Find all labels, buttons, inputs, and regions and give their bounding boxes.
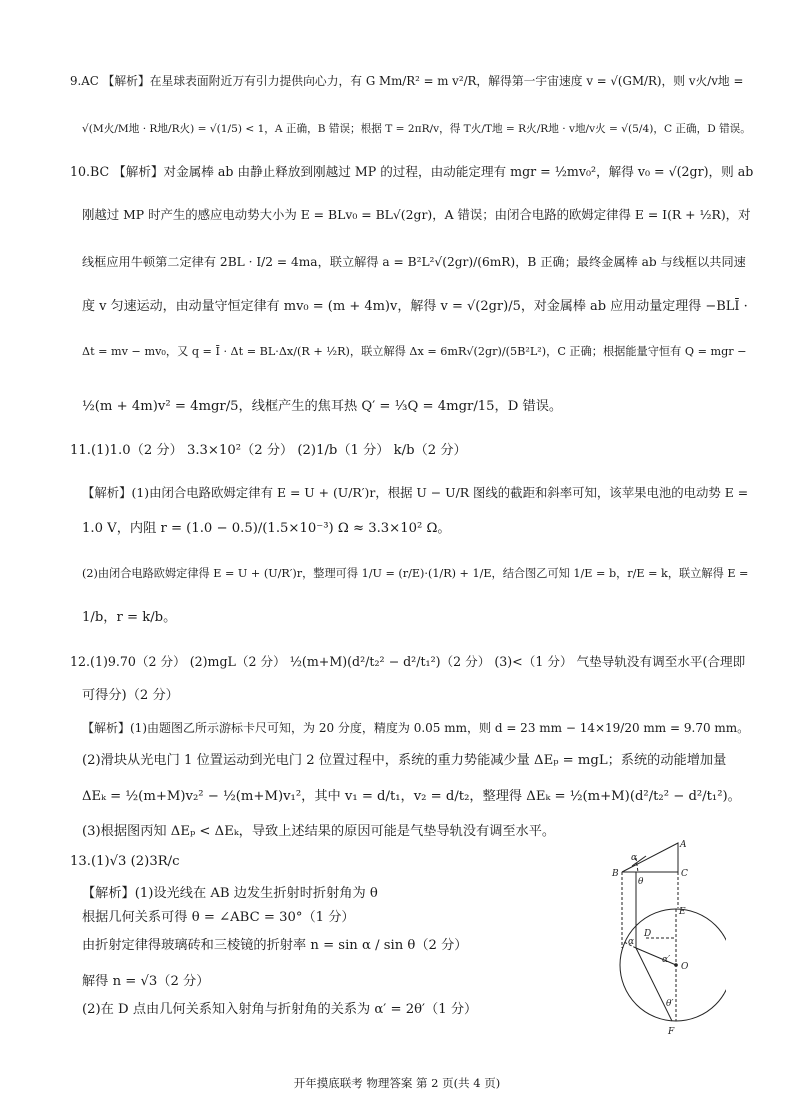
center-point [674,963,678,967]
q13-line-4: 解得 n = √3（2 分） [82,974,210,989]
page-footer: 开年摸底联考 物理答案 第 2 页(共 4 页) [293,1076,501,1090]
q9-line-2: √(M火/M地 · R地/R火) = √(1/5) < 1，A 正确，B 错误；根据 T = 2πR/v，得 T火/T地 = R火/R地 · v地/v火 = √(5/4)，C 正确，D 错误。 [82,123,751,135]
q9-line-1: 9.AC 【解析】在星球表面附近万有引力提供向心力，有 G Mm/R² = m v²/R，解得第一宇宙速度 v = √(GM/R)，则 v火/v地 = [70,74,744,88]
q13-answer: 13.(1)√3 (2)3R/c [70,854,180,869]
q13-line-1: 【解析】(1)设光线在 AB 边发生折射时折射角为 θ [82,886,378,901]
q13-line-5: (2)在 D 点由几何关系知入射角与折射角的关系为 α′ = 2θ′（1 分） [82,1002,478,1017]
q11-answer: 11.(1)1.0（2 分） 3.3×10²（2 分） (2)1/b（1 分） k/b（2 分） [70,443,467,458]
label-d: D [644,929,652,939]
q12-answer: 12.(1)9.70（2 分） (2)mgL（2 分） ½(m+M)(d²/t₂² − d²/t₁²)（2 分） (3)<（1 分） 气垫导轨没有调至水平(合理即 [70,654,746,669]
q10-line-1: 10.BC 【解析】对金属棒 ab 由静止释放到刚越过 MP 的过程，由动能定理有 mgr = ½mv₀²，解得 v₀ = √(2gr)，则 ab [70,164,754,179]
q11-line-3: (2)由闭合电路欧姆定律得 E = U + (U/R′)r，整理可得 1/U = (r/E)·(1/R) + 1/E，结合图乙可知 1/E = b，r/E = k，联立解得 E = [82,567,749,580]
q12-line-1: 【解析】(1)由题图乙所示游标卡尺可知，为 20 分度，精度为 0.05 mm，则 d = 23 mm − 14×19/20 mm = 9.70 mm。 [82,721,750,735]
label-c: C [681,869,688,879]
q12-line-4: (3)根据图丙知 ΔEₚ < ΔEₖ，导致上述结果的原因可能是气垫导轨没有调至水平。 [82,824,556,839]
label-theta: θ [638,877,644,887]
q13-line-2: 根据几何关系可得 θ = ∠ABC = 30°（1 分） [82,910,355,925]
q10-line-5: Δt = mv − mv₀，又 q = Ī · Δt = BL·Δx/(R + ½R)，联立解得 Δx = 6mR√(2gr)/(5B²L²)，C 正确；根据能量守恒有 Q = mgr − [82,345,747,358]
label-alpha-lower: α [628,937,635,947]
optics-figure [606,838,726,1040]
label-e: E [679,907,686,917]
q10-line-6: ½(m + 4m)v² = 4mgr/5，线框产生的焦耳热 Q′ = ⅓Q = 4mgr/15，D 错误。 [82,399,563,414]
label-alpha-top: α [631,853,638,863]
q11-line-2: 1.0 V，内阻 r = (1.0 − 0.5)/(1.5×10⁻³) Ω ≈ 3.3×10² Ω。 [82,521,451,536]
q12-answer-cont: 可得分)（2 分） [82,688,179,703]
label-f: F [668,1027,675,1037]
q10-line-3: 线框应用牛顿第二定律有 2BL · I/2 = 4ma，联立解得 a = B²L²√(2gr)/(6mR)，B 正确；最终金属棒 ab 与线框以共同速 [82,255,746,269]
label-theta-prime: θ′ [666,999,674,1009]
q10-line-2: 刚越过 MP 时产生的感应电动势大小为 E = BLv₀ = BL√(2gr)，A 错误；由闭合电路的欧姆定律得 E = I(R + ½R)，对 [82,207,751,222]
label-o: O [681,962,689,972]
q13-line-3: 由折射定律得玻璃砖和三棱镜的折射率 n = sin α / sin θ（2 分） [82,938,468,953]
label-alpha-prime: α′ [662,955,671,965]
q11-line-4: 1/b，r = k/b。 [82,610,177,625]
label-a: A [680,840,687,850]
q12-line-3: ΔEₖ = ½(m+M)v₂² − ½(m+M)v₁²，其中 v₁ = d/t₁，v₂ = d/t₂，整理得 ΔEₖ = ½(m+M)(d²/t₂² − d²/t₁²)。 [82,789,741,804]
q11-line-1: 【解析】(1)由闭合电路欧姆定律有 E = U + (U/R′)r，根据 U − U/R 图线的截距和斜率可知，该苹果电池的电动势 E = [82,485,749,500]
label-b: B [612,869,619,879]
q10-line-4: 度 v 匀速运动，由动量守恒定律有 mv₀ = (m + 4m)v，解得 v = √(2gr)/5，对金属棒 ab 应用动量定理得 −BLĪ · [82,299,748,314]
q12-line-2: (2)滑块从光电门 1 位置运动到光电门 2 位置过程中，系统的重力势能减少量 ΔEₚ = mgL；系统的动能增加量 [82,753,727,768]
